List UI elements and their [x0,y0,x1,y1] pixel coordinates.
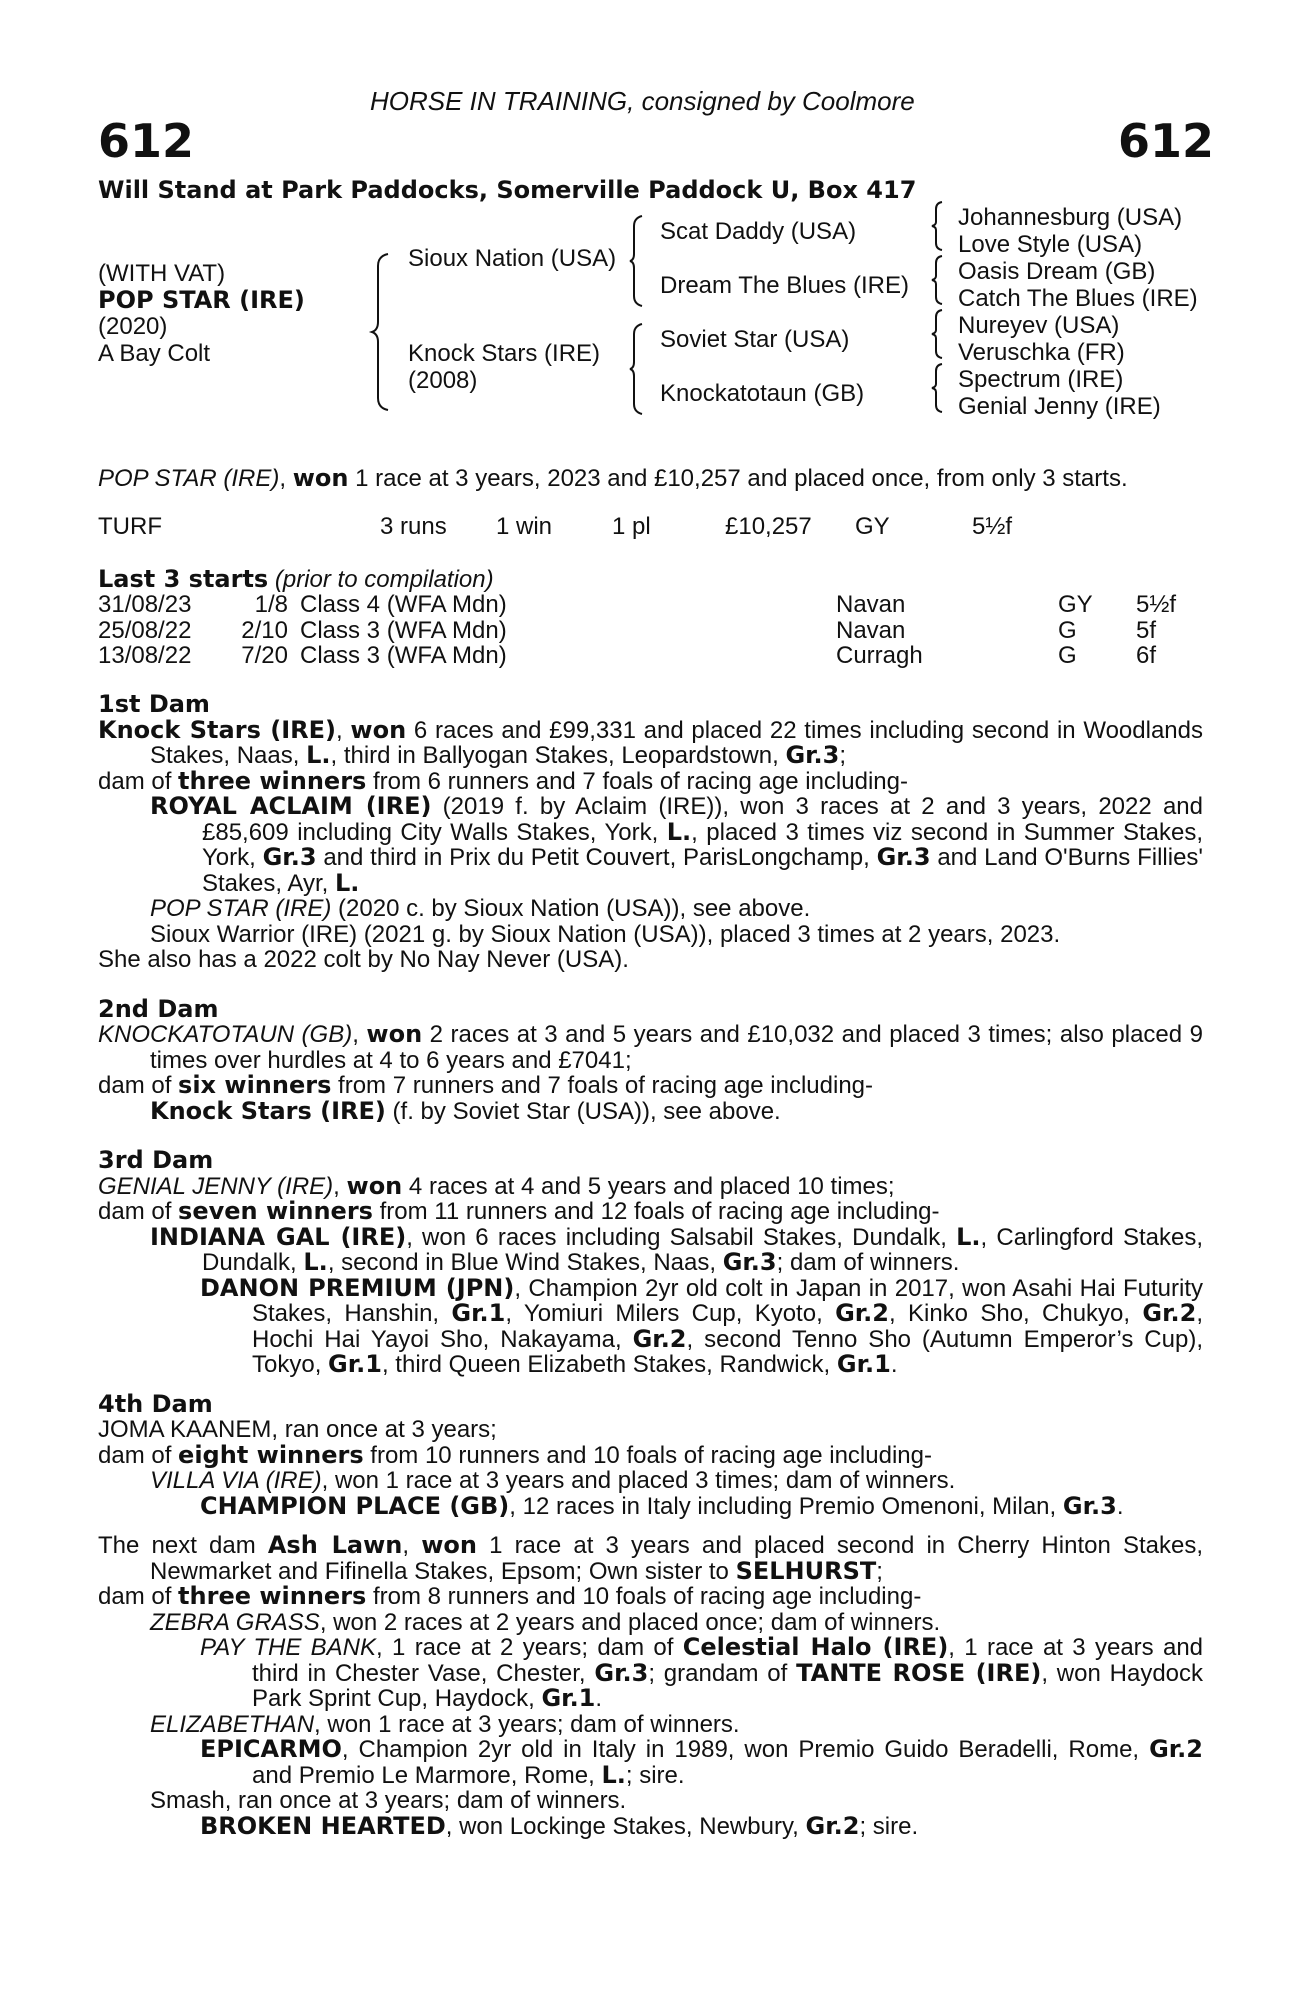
start-row [98,618,1216,644]
last-starts-note: (prior to compilation) [268,566,494,593]
pedigree-sire-dam: Dream The Blues (IRE) [660,272,909,299]
dam4-produce-b: from 10 runners and 10 foals of racing age including- [363,1441,932,1469]
start-date: 25/08/22 [98,616,192,644]
foal-text-b: , Carlingford Stakes, Dundalk, [202,1223,1203,1276]
start-distance: 5½f [1136,591,1177,618]
race-summary: POP STAR (IRE), won 1 race at 3 years, 2023 and £10,257 and placed once, from only 3 starts. [98,464,1128,492]
dam1-text-b: , third in Ballyogan Stakes, Leopardstown, [330,742,786,769]
start-race: Class 3 (WFA Mdn) [300,642,507,669]
foal-text-a: , Champion 2yr old colt in Japan in 2017, won Asahi Hai Futurity Stakes, Hanshin, [252,1274,1203,1327]
dam1-group: Gr.3 [785,741,840,769]
foal-group-1: Gr.1 [451,1299,506,1327]
start-going: G [1058,642,1077,669]
foal-text: (f. by Soviet Star (USA)), see above. [385,1097,781,1125]
foal-text-c: , second in Blue Wind Stakes, Naas, [327,1249,723,1276]
next-dam-grandfoal-epicarmo [98,1737,1203,1788]
dam4-record: JOMA KAANEM, ran once at 3 years; [98,1416,497,1443]
foal-name: PAY THE BANK [200,1634,377,1661]
foal-text-f: , third Queen Elizabeth Stakes, Randwick, [381,1351,837,1378]
next-dam-text-a: The next dam [98,1532,268,1559]
next-dam-foal-elizabethan [98,1712,1203,1738]
foal-name: ZEBRA GRASS [150,1608,320,1636]
foal-text-c: and third in Prix du Petit Couvert, ParisLongchamp, [316,844,877,871]
pedigree-brace-dam [628,322,652,414]
foal-name: POP STAR (IRE) [150,895,332,922]
start-distance: 5f [1136,616,1157,644]
foal-text-a: , won Lockinge Stakes, Newbury, [445,1812,806,1840]
lot-number-left: 612 [98,114,195,168]
dam2-produce-a: dam of [98,1072,179,1099]
stand-location: Will Stand at Park Paddocks, Somerville Paddock U, Box 417 [98,176,917,204]
dam1-record: Knock Stars (IRE), won 6 races and £99,331 and placed 22 times including second in Woodlands Stakes, Naas, L., third in Ballyogan Stakes, Leopardstown, Gr.3; [98,715,1203,769]
foal-text-g: . [890,1351,898,1378]
start-going: G [1058,616,1077,644]
foal-name: BROKEN HEARTED [200,1811,446,1840]
foal-name: ROYAL ACLAIM (IRE) [150,792,432,820]
pedigree-brace-gen1 [370,252,400,412]
dam1-listed: L. [306,741,331,769]
foal-name: INDIANA GAL (IRE) [150,1222,407,1251]
next-dam-foal-zebra-grass [98,1610,1203,1636]
dam2-produce [98,1073,1203,1099]
foal-group: Gr.3 [1062,1491,1117,1520]
foal-group-1: Gr.3 [594,1658,649,1687]
pedigree-gen3-6: Veruschka (FR) [958,339,1125,366]
pedigree-brace-dd [930,362,950,414]
next-dam-produce-b: from 8 runners and 10 foals of racing age including- [366,1583,922,1610]
dam2-title: 2nd Dam [98,994,219,1023]
dam1-text-a: 6 races and £99,331 and placed 22 times including second in Woodlands Stakes, Naas, [150,716,1203,769]
foal-text-a: , won 6 races including Salsabil Stakes, Dundalk, [406,1223,957,1251]
foal-name: EPICARMO [200,1735,342,1763]
dam4-produce [98,1440,1203,1469]
dam-lines [98,692,1203,1839]
foal-group-4: Gr.2 [632,1324,687,1353]
dam1-produce-a: dam of [98,767,179,795]
start-date: 31/08/23 [98,591,192,618]
dam4-grandfoal-champion-place [98,1491,1203,1520]
dam1-name: Knock Stars (IRE) [98,715,337,744]
turf-placed: 1 pl [612,513,651,540]
vat-note: (WITH VAT) [98,260,226,287]
foal-name: VILLA VIA (IRE) [150,1467,322,1494]
foal-name: ELIZABETHAN [150,1710,315,1738]
last-starts-table [98,592,1216,669]
dam2-name: KNOCKATOTAUN (GB) [98,1021,353,1048]
foal-group-3: Gr.2 [1142,1299,1197,1327]
foal-group-6: Gr.1 [836,1350,891,1378]
foal-listed: L. [601,1760,626,1789]
pedigree-gen3-7: Spectrum (IRE) [958,366,1124,393]
dam3-record: GENIAL JENNY (IRE), won 4 races at 4 and 5 years and placed 10 times; [98,1171,895,1200]
foal-group-2: Gr.2 [835,1299,889,1327]
turf-runs: 3 runs [380,513,447,540]
pedigree-brace-sire [628,214,652,306]
next-dam-grandfoal-pay-the-bank [98,1635,1203,1712]
pedigree-sire: Sioux Nation (USA) [408,245,617,272]
next-dam-record [98,1533,1203,1584]
pedigree-brace-ds [930,308,950,360]
summary-won: won [292,464,349,492]
foal-text-a: , 1 race at 2 years; dam of [376,1634,683,1661]
next-dam-sister: SELHURST [735,1556,877,1585]
dam1-foal-pop-star [98,896,1203,922]
foal-text: , won 2 races at 2 years and placed once; dam of winners. [319,1608,941,1636]
foal-listed-2: L. [303,1248,328,1276]
dam3-produce-a: dam of [98,1198,179,1225]
dam2-won: won [366,1020,423,1048]
summary-horse-name: POP STAR (IRE) [98,465,280,492]
dam1-foal-royal-aclaim [98,794,1203,896]
summary-rest: 1 race at 3 years, 2023 and £10,257 and placed once, from only 3 starts. [348,465,1128,492]
pedigree-dam-dam: Knockatotaun (GB) [660,380,865,407]
dam3-title: 3rd Dam [98,1146,214,1174]
pedigree-dam: Knock Stars (IRE) [408,340,601,367]
dam1-title: 1st Dam [98,690,210,718]
dam2-produce-b: from 7 runners and 7 foals of racing age including- [331,1072,874,1099]
foal-bold-2: TANTE ROSE (IRE) [796,1658,1042,1687]
foal-name: Knock Stars (IRE) [150,1096,386,1125]
dam3-winners: seven winners [178,1197,373,1225]
turf-wins: 1 win [496,513,553,540]
dam2-text: 2 races at 3 and 5 years and £10,032 and placed 3 times; also placed 9 times over hurdles at 4 to 6 years and £7041; [150,1021,1203,1074]
dam1-produce [98,766,1203,795]
start-course: Navan [836,616,906,644]
foal-name: DANON PREMIUM (JPN) [200,1273,515,1302]
start-row [98,592,1216,618]
last-starts-heading [98,566,494,593]
start-date: 13/08/22 [98,642,192,669]
dam1-produce-b: from 6 runners and 7 foals of racing age including- [366,767,908,795]
next-dam-winners: three winners [178,1582,367,1610]
foal-text-b: and Premio Le Marmore, Rome, [252,1761,602,1789]
turf-distance: 5½f [972,513,1013,540]
pedigree-gen3-3: Oasis Dream (GB) [958,258,1156,285]
pedigree-gen3-4: Catch The Blues (IRE) [958,285,1198,312]
horse-description: A Bay Colt [98,340,211,367]
next-dam-text-d: ; [876,1557,883,1585]
dam3-text: 4 races at 4 and 5 years and placed 10 times; [402,1172,895,1200]
start-position: 7/20 [241,642,288,669]
foal-text: , won 1 race at 3 years; dam of winners. [314,1710,740,1738]
dam3-won: won [346,1171,403,1200]
start-race: Class 4 (WFA Mdn) [300,591,507,618]
next-dam-produce [98,1584,1203,1610]
foal-text-a: (2019 f. by Aclaim (IRE)), won 3 races at 2 and 3 years, 2022 and £85,609 including City Walls Stakes, York, [202,793,1204,846]
pedigree-dam-year: (2008) [408,367,478,394]
foal-text-b: , 1 race at 3 years and third in Chester Vase, Chester, [252,1634,1204,1687]
start-course: Curragh [836,642,923,669]
foal-text-e: , second Tenno Sho (Autumn Emperor’s Cup), Tokyo, [252,1325,1203,1378]
page-subtitle: HORSE IN TRAINING, consigned by Coolmore [370,86,915,116]
foal-text-a: , 12 races in Italy including Premio Omenoni, Milan, [509,1492,1063,1520]
dam3-produce [98,1199,1203,1225]
lot-number-right: 612 [1118,114,1215,168]
dam2-foal [98,1096,1203,1125]
foal-text-e: . [595,1685,603,1712]
start-race: Class 3 (WFA Mdn) [300,616,507,644]
start-position: 2/10 [241,616,288,644]
foal-text-c: ; grandam of [648,1659,797,1687]
foal-bold-1: Celestial Halo (IRE) [682,1633,949,1661]
pedigree-brace-sd [930,254,950,306]
horse-name: POP STAR (IRE) [98,286,305,314]
last-starts-title: Last 3 starts [98,565,269,593]
dam1-also: She also has a 2022 colt by No Nay Never (USA). [98,946,629,973]
next-dam-text-c: 1 race at 3 years and placed second in Cherry Hinton Stakes, Newmarket and Fifinella Stakes, Epsom; Own sister to [150,1532,1203,1585]
start-distance: 6f [1136,642,1157,669]
foal-group: Gr.2 [805,1811,860,1840]
pedigree-gen3-1: Johannesburg (USA) [958,204,1183,231]
start-course: Navan [836,591,906,618]
foal-name: CHAMPION PLACE (GB) [200,1491,510,1520]
foal-text-b: ; sire. [859,1812,919,1840]
foal-text: (2020 c. by Sioux Nation (USA)), see above. [331,895,811,922]
foal-group: Gr.2 [1149,1735,1203,1763]
dam2-record: KNOCKATOTAUN (GB), won 2 races at 3 and 5 years and £10,032 and placed 3 times; also placed 9 times over hurdles at 4 to 6 years and £7041; [98,1020,1203,1074]
start-row [98,643,1216,669]
foal-text-c: , Kinko Sho, Chukyo, [889,1300,1143,1327]
dam3-foal-indiana-gal [98,1222,1203,1276]
foal-group-2: Gr.3 [876,843,931,871]
pedigree-sire-sire: Scat Daddy (USA) [660,218,857,245]
next-dam-grandfoal-broken-hearted [98,1811,1203,1840]
pedigree-gen3-5: Nureyev (USA) [958,312,1120,339]
dam4-winners: eight winners [178,1440,364,1469]
next-dam-produce-a: dam of [98,1583,179,1610]
dam2-winners: six winners [178,1071,332,1099]
foal-text: , won 1 race at 3 years and placed 3 times; dam of winners. [321,1467,956,1494]
pedigree-gen3-8: Genial Jenny (IRE) [958,393,1161,420]
dam4-title: 4th Dam [98,1389,213,1418]
turf-surface: TURF [98,513,162,540]
pedigree-gen3-2: Love Style (USA) [958,231,1143,258]
foal-listed-1: L. [956,1222,981,1251]
dam1-foal-sioux-warrior: Sioux Warrior (IRE) (2021 g. by Sioux Nation (USA)), placed 3 times at 2 years, 2023. [150,920,1061,948]
foal-listed-2: L. [334,868,360,897]
dam3-grandfoal-danon-premium [98,1273,1204,1378]
dam1-won: won [350,715,407,744]
dam4-produce-a: dam of [98,1441,179,1469]
horse-year: (2020) [98,313,168,340]
next-dam-foal-smash: Smash, ran once at 3 years; dam of winners. [150,1787,627,1814]
foal-text-d: and Land O'Burns Fillies' Stakes, Ayr, [202,844,1204,897]
start-going: GY [1058,591,1093,618]
next-dam-name: Ash Lawn [267,1531,403,1559]
next-dam-text-b: , [402,1532,422,1559]
foal-group: Gr.3 [722,1248,777,1276]
foal-text-a: , Champion 2yr old in Italy in 1989, won Premio Guido Beradelli, Rome, [341,1736,1150,1763]
start-position: 1/8 [254,591,288,618]
dam4-foal-villa-via [98,1468,1203,1494]
starts-table [98,592,1216,669]
foal-text-c: ; sire. [625,1761,685,1789]
dam3-name: GENIAL JENNY (IRE) [98,1172,334,1200]
foal-group-5: Gr.1 [328,1350,382,1378]
turf-going: GY [855,513,890,540]
foal-group-1: Gr.3 [262,843,317,871]
pedigree-brace-ss [930,200,950,252]
next-dam-won: won [421,1531,477,1559]
dam3-produce-b: from 11 runners and 12 foals of racing age including- [372,1198,940,1225]
dam1-winners: three winners [178,766,367,795]
foal-text-d: ; dam of winners. [776,1249,960,1276]
foal-text-d: , won Haydock Park Sprint Cup, Haydock, [252,1659,1204,1712]
turf-earnings: £10,257 [725,513,812,540]
foal-text-b: . [1116,1492,1124,1520]
foal-text-b: , Yomiuri Milers Cup, Kyoto, [505,1300,836,1327]
foal-group-2: Gr.1 [541,1684,596,1712]
pedigree-dam-sire: Soviet Star (USA) [660,326,850,353]
dam1-text-c: ; [839,742,847,769]
foal-listed-1: L. [666,817,692,846]
foal-text-d: , Hochi Hai Yayoi Sho, Nakayama, [252,1300,1204,1353]
foal-text-b: , placed 3 times viz second in Summer Stakes, York, [202,818,1203,871]
